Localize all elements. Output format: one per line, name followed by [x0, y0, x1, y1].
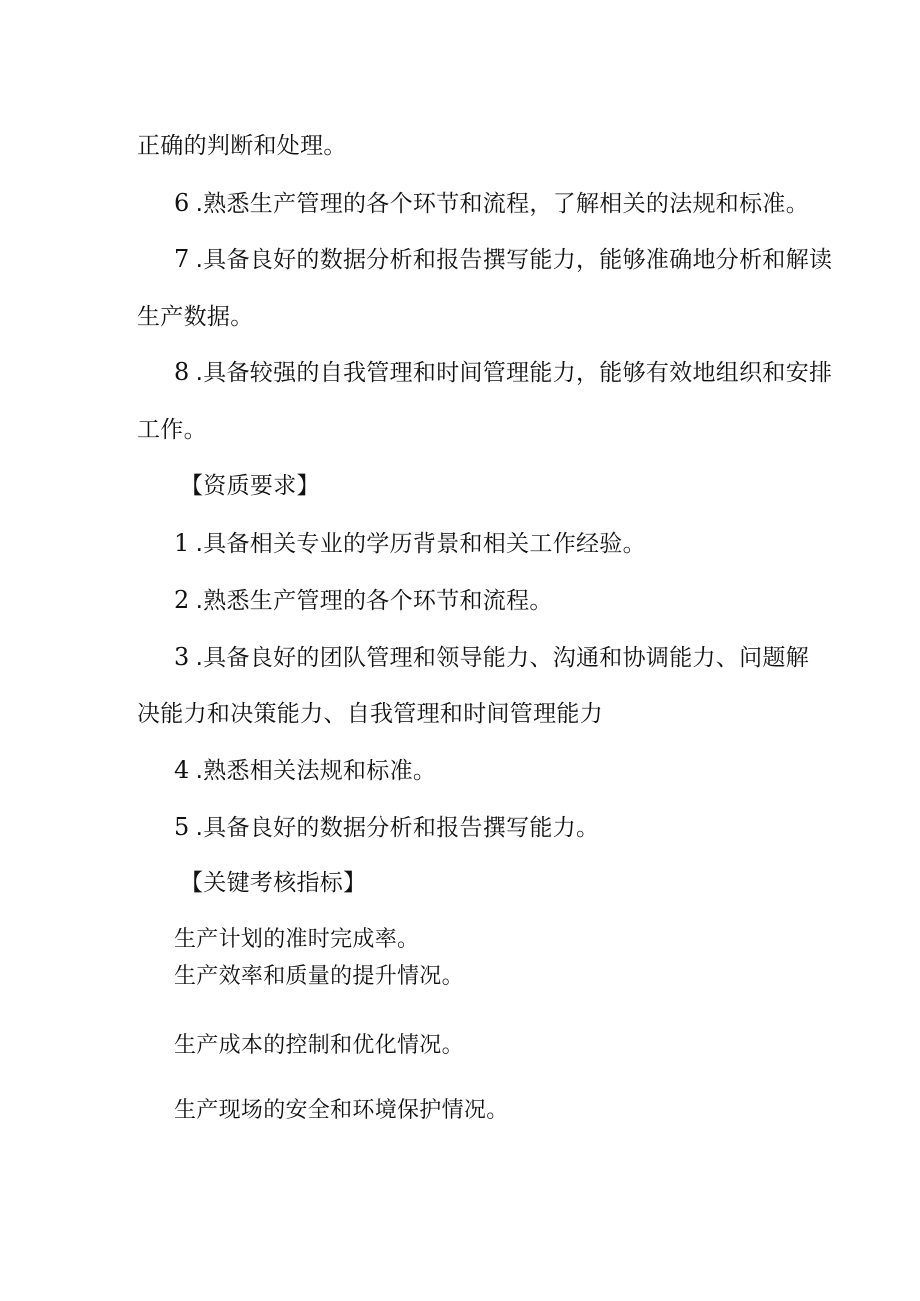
- continuation-text: 正确的判断和处理。: [137, 133, 347, 159]
- kpi-item-4: 生产现场的安全和环境保护情况。: [174, 1098, 509, 1123]
- list-item-8-continuation: 工作。: [137, 417, 207, 443]
- kpi-heading: 【关键考核指标】: [180, 870, 367, 896]
- item-number: 6: [174, 189, 190, 217]
- item-text: .熟悉相关法规和标准。: [195, 758, 437, 784]
- item-number: 7: [174, 245, 190, 273]
- list-item-8: [174, 357, 832, 388]
- qualification-item-3-continuation: 决能力和决策能力、自我管理和时间管理能力: [137, 701, 603, 727]
- list-item-7: [174, 244, 832, 275]
- item-number: 8: [174, 358, 190, 386]
- qualifications-heading: 【资质要求】: [180, 473, 320, 499]
- item-number: 5: [174, 813, 190, 841]
- qualification-item-1: [174, 528, 646, 559]
- item-text: .熟悉生产管理的各个环节和流程，了解相关的法规和标准。: [195, 191, 809, 217]
- item-number: 2: [174, 586, 190, 614]
- item-text: .具备良好的数据分析和报告撰写能力。: [195, 815, 600, 841]
- kpi-item-3: 生产成本的控制和优化情况。: [174, 1033, 464, 1058]
- qualification-item-5: [174, 812, 599, 843]
- item-text: .具备相关专业的学历背景和相关工作经验。: [195, 531, 646, 557]
- qualification-item-4: [174, 755, 436, 786]
- item-text: .熟悉生产管理的各个环节和流程。: [195, 588, 553, 614]
- item-text: .具备较强的自我管理和时间管理能力，能够有效地组织和安排: [195, 360, 833, 386]
- list-item-6: [174, 188, 809, 219]
- qualification-item-3: [174, 642, 809, 673]
- item-number: 3: [174, 643, 190, 671]
- kpi-item-2: 生产效率和质量的提升情况。: [174, 964, 464, 989]
- list-item-7-continuation: 生产数据。: [137, 304, 254, 330]
- qualification-item-2: [174, 585, 553, 616]
- item-number: 4: [174, 756, 190, 784]
- item-text: .具备良好的团队管理和领导能力、沟通和协调能力、问题解: [195, 645, 809, 671]
- item-text: .具备良好的数据分析和报告撰写能力，能够准确地分析和解读: [195, 247, 833, 273]
- kpi-item-1: 生产计划的准时完成率。: [174, 927, 420, 952]
- item-number: 1: [174, 529, 190, 557]
